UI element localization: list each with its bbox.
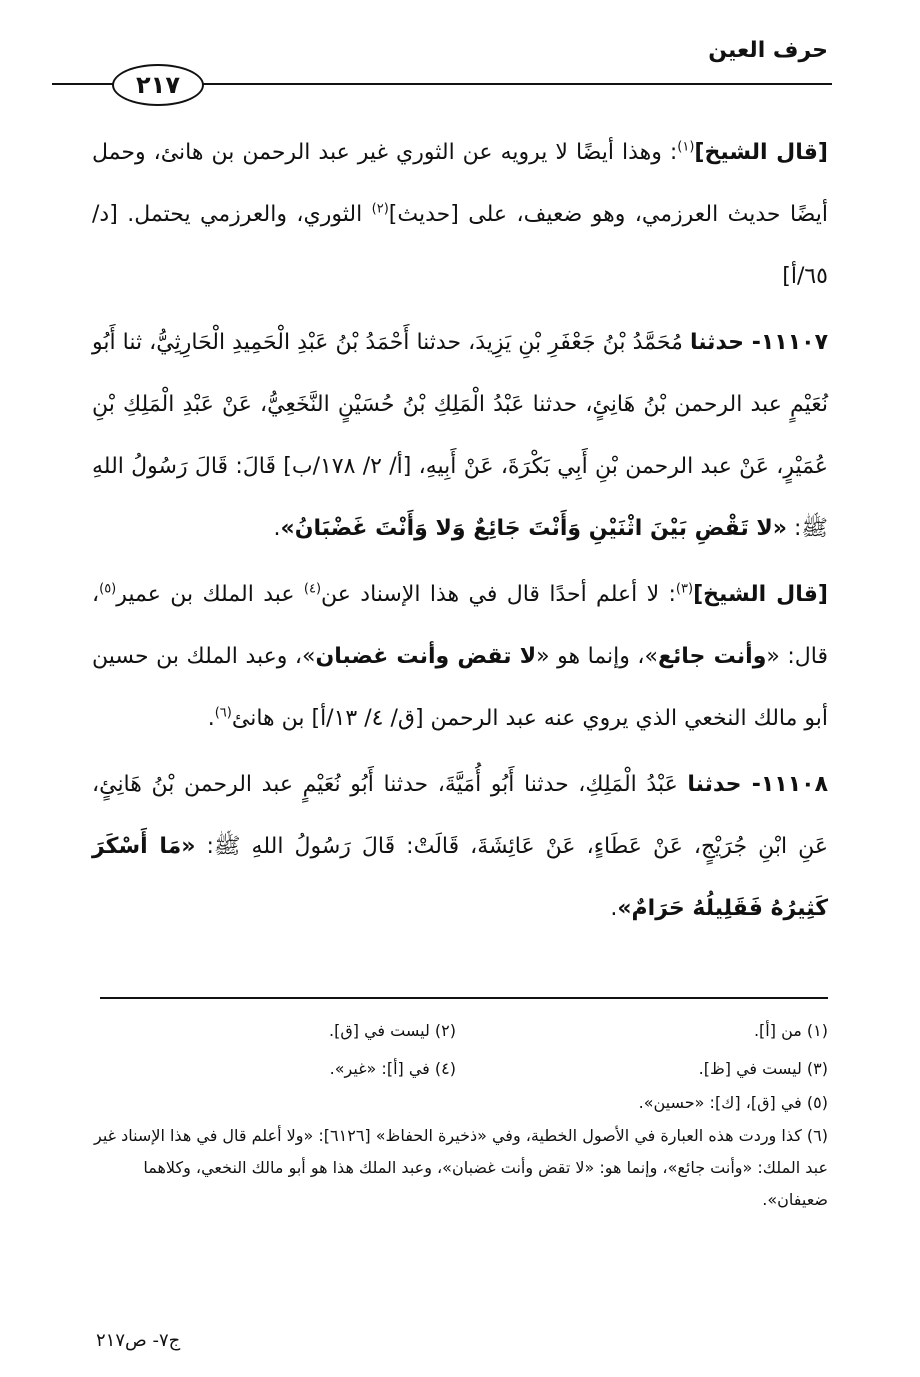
paragraph: [92, 122, 828, 308]
bold-run: ١١١٠٧- حدثنا: [689, 330, 828, 355]
footnote-rule: [100, 997, 828, 999]
footnote-long: (٦) كذا وردت هذه العبارة في الأصول الخطية، وفي «ذخيرة الحفاظ» [٦١٢٦]: «ولا أعلم قال في هذا الإسناد غير عبد الملك: «وأنت جائع»، وإنما هو: «لا تقض وأنت غضبان»، وعبد الملك هذا هو أبو مالك النخعي، وكلاهما ضعيفان».: [93, 1126, 828, 1209]
text-run: ، قال: «: [92, 582, 829, 669]
footnote-marker: (٤): [303, 581, 322, 597]
text-run: الثوري، والعرزمي يحتمل. [د/ ٦٥/أ]: [92, 202, 828, 289]
text-run: .: [610, 896, 618, 921]
bold-run: [قال الشيخ]: [693, 582, 828, 607]
footnote: (٤) في [أ]: «غير».: [329, 1059, 456, 1078]
footnote-marker: (٢): [371, 201, 389, 217]
text-run: عَبْدُ الْمَلِكِ، حدثنا أَبُو أُمَيَّةَ، حدثنا أَبُو نُعَيْمٍ عبد الرحمن بْنُ هَانِئٍ، عَنِ ابْنِ جُرَيْجٍ، عَنْ عَطَاءٍ، عَنْ عَائِشَةَ، قَالَتْ: قَالَ رَسُولُ اللهِ ﷺ:: [92, 772, 828, 859]
text-run: عبد الملك بن عمير: [116, 582, 304, 607]
footnote-marker: (١): [677, 139, 695, 155]
text-run: .: [273, 516, 281, 541]
bold-run: لا تقض وأنت غضبان: [315, 644, 537, 669]
footnote-marker: (٦): [214, 705, 232, 721]
footnotes: [92, 1014, 828, 1216]
paragraph: [92, 564, 828, 750]
footnote: (١) من [أ].: [753, 1021, 828, 1040]
bold-run: وأنت جائع: [658, 644, 767, 669]
folio-reference: ج٧- ص٢١٧: [96, 1330, 181, 1351]
running-head: حرف العين: [708, 38, 828, 63]
footnote: (٢) ليست في [ق].: [329, 1021, 456, 1040]
text-run: : لا أعلم أحدًا قال في هذا الإسناد عن: [321, 582, 676, 607]
bold-run: [قال الشيخ]: [694, 140, 828, 165]
page-number-oval: [112, 64, 204, 106]
paragraph: [92, 312, 828, 560]
footnote: (٥) في [ق]، [ك]: «حسين».: [638, 1093, 828, 1112]
text-run: : وهذا أيضًا لا يرويه عن الثوري غير عبد الرحمن بن هانئ، وحمل أيضًا حديث العرزمي، وهو ضعيف، على [حديث]: [92, 140, 828, 227]
text-run: »، وإنما هو «: [536, 644, 658, 669]
bold-run: «مَا أَسْكَرَ كَثِيرُهُ فَقَلِيلُهُ حَرَامٌ»: [92, 834, 828, 921]
page-number: ٢١٧: [136, 71, 180, 99]
footnote-grid: [92, 1014, 828, 1086]
text-run: »، وعبد الملك بن حسين أبو مالك النخعي الذي يروي عنه عبد الرحمن [ق/ ٤/ ١٣/أ] بن هانئ: [92, 644, 828, 731]
footnote-marker: (٣): [675, 581, 694, 597]
footnote-marker: (٥): [99, 581, 117, 597]
text-run: مُحَمَّدُ بْنُ جَعْفَرِ بْنِ يَزِيدَ، حدثنا أَحْمَدُ بْنُ عَبْدِ الْحَمِيدِ الْحَارِثِيُّ، ثنا أَبُو نُعَيْمٍ عبد الرحمن بْنُ هَانِئٍ، حدثنا عَبْدُ الْمَلِكِ بْنُ حُسَيْنٍ النَّخَعِيُّ، عَنْ عَبْدِ الْمَلِكِ بْنِ عُمَيْرٍ، عَنْ عبد الرحمن بْنِ أَبِي بَكْرَةَ، عَنْ أَبِيهِ، [أ/ ٢/ ١٧٨/ب] قَالَ: قَالَ رَسُولُ اللهِ ﷺ:: [92, 330, 828, 541]
main-text: [92, 122, 828, 944]
bold-run: ١١١٠٨- حدثنا: [687, 772, 828, 797]
paragraph: [92, 754, 828, 940]
footnote: (٣) ليست في [ظ].: [698, 1059, 828, 1078]
text-run: .: [207, 706, 215, 731]
bold-run: «لا تَقْضِ بَيْنَ اثْنَيْنِ وَأَنْتَ جَائِعٌ وَلا وَأَنْتَ غَضْبَانُ»: [280, 516, 788, 541]
